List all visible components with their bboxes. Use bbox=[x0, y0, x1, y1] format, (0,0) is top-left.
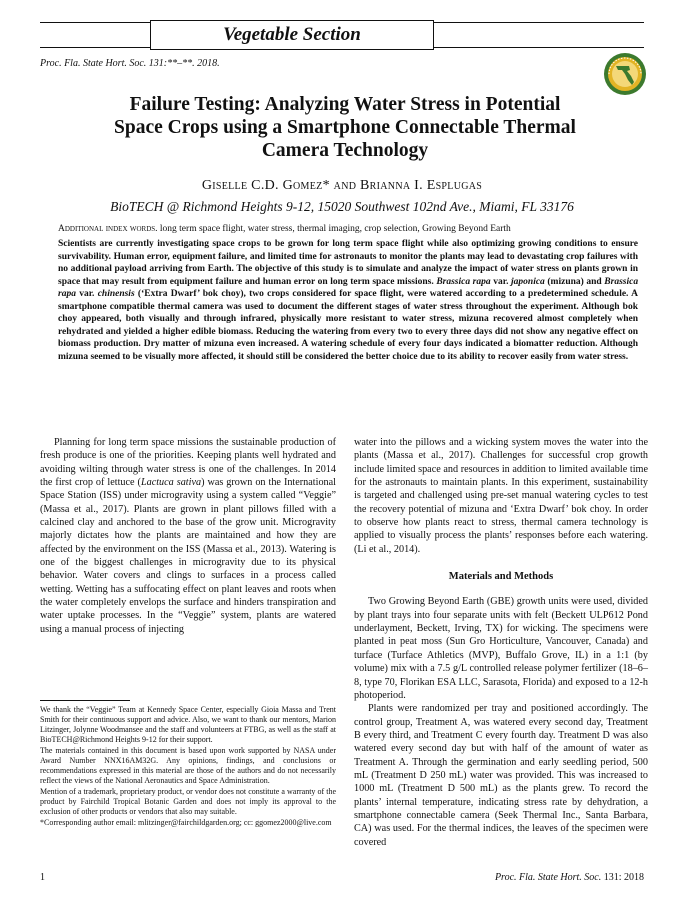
footnote-disclaimer: Mention of a trademark, proprietary product, or vendor does not constitute a warranty of the product by Fairchild Tropical Botanic Garden and does not imply its approval to the exclusion of other products or vendors that also may suitable. bbox=[40, 787, 336, 816]
right-column bbox=[354, 436, 648, 849]
body-paragraph: Plants were randomized per tray and positioned accordingly. The control group, Treatment A, was watered every second day, Treatment B every third, and Treatment C every fourth day. Treatment D was also watered every second day but with half of the amount of water as Treatment A. Through the germination and early seedling period, 500 mL (Treatment D 250 mL) water was provided. This was increased to 1000 mL (Treatment D 500 mL) as the plants grew. To record the plants’ internal temperature, indicating stress rate by dehydration, a smartphone connectable camera (Seek Thermal Inc., Santa Barbara, CA) was used. For the thermal indices, the leaves of the specimen were covered bbox=[354, 703, 648, 848]
journal-reference: Proc. Fla. State Hort. Soc. 131:**–**. 2018. bbox=[40, 58, 220, 69]
title-line: Camera Technology bbox=[261, 140, 429, 161]
body-paragraph: Two Growing Beyond Earth (GBE) growth units were used, divided by plant trays into four separate units with felt (Beckett ULP612 Pond underlayment, Beckett, Irving, TX) for wicking. The specimens were planted in peat moss (Sun Gro Horticulture, Vancouver, Canada) and turface (Turface Athletics (MVP), Buffalo Grove, IL) in a 1:1 (by volume) mix with a 7.5 g/L controlled release polymer fertilizer (18–6–8, type 70, Florikan ESA LLC, Sarasota, Florida) and exposed to a 12-h photoperiod. bbox=[354, 596, 648, 701]
society-logo-icon bbox=[603, 52, 647, 96]
body-paragraph: water into the pillows and a wicking system moves the water into the plants (Massa et al., 2017). Challenges for successful crop growth include limited space and resources in addition to limited available time for the astronauts to maintain plants. In this experiment, sustainability is targeted and challenged using pre-set manual watering cycles to test the recovery potential of mizuna and ‘Extra Dwarf’ bok choy. In order to observe how plants react to stress, thermal camera technology is applied to visually process the plants’ responses before each watering. (Li et al., 2014). bbox=[354, 437, 648, 555]
affiliation: BioTECH @ Richmond Heights 9-12, 15020 Southwest 102nd Ave., Miami, FL 33176 bbox=[110, 199, 574, 214]
section-heading: Materials and Methods bbox=[448, 571, 554, 583]
species-name: Lactuca sativa bbox=[140, 477, 202, 489]
title-line: Space Crops using a Smartphone Connectable Thermal bbox=[114, 117, 576, 138]
body-paragraph: Planning for long term space missions the sustainable production of fresh produce is one of the priorities. Keeping plants well hydrated and avoiding wilting through water stress is one of the challenges. In 2014 the first crop of lettuce (Lactuca sativa) was grown on the International Space Station (ISS) under microgravity using a system called “Veggie” (Massa et al., 2017). Plants are grown in plant pillows filled with a calcined clay and anchored to the base of the grow unit. Microgravity majorly dictates how the plants are maintained and how they are affected by the environment on the ISS (Massa et al., 2013). Watering is one of the biggest challenges in microgravity due to its physical behavior. Water covers and clings to surfaces in a process called wetting. Wetting has a suffocating effect on plant leaves and roots when the water completely envelops the surface and hinders transpiration and water uptake processes. In the “Veggie” system, plants are watered using a manual process of injecting bbox=[40, 437, 336, 635]
abstract-text: (mizuna) and bbox=[547, 276, 602, 287]
footnote-acknowledgment: We thank the “Veggie” Team at Kennedy Space Center, especially Gioia Massa and Trent Smith for their continuous support and advice. Also, we want to thank our mentors, Marion Litzinger, Jolynne Woodmansee and the staff and volunteers at FTBG, as well as the staff at BioTECH@Richmond Heights 9-12 for their support. bbox=[40, 705, 336, 744]
abstract bbox=[58, 238, 638, 363]
keywords-label: Additional index words. bbox=[58, 224, 158, 234]
variety-name: japonica bbox=[511, 276, 545, 287]
author-list: Giselle C.D. Gomez* and Brianna I. Esplugas bbox=[201, 178, 483, 193]
abstract-text: var. bbox=[79, 289, 95, 299]
keywords-list: long term space flight, water stress, thermal imaging, crop selection, Growing Beyond Earth bbox=[159, 224, 511, 234]
footnotes bbox=[40, 705, 336, 829]
left-column bbox=[40, 436, 336, 636]
article-title bbox=[60, 93, 630, 162]
species-name: Brassica rapa bbox=[436, 276, 491, 287]
variety-name: chinensis bbox=[97, 289, 135, 299]
journal-abbrev: Proc. Fla. State Hort. Soc. bbox=[494, 872, 602, 883]
keywords bbox=[58, 224, 638, 234]
species-name: Brassica rapa bbox=[58, 276, 639, 299]
footnote-corresponding-author: *Corresponding author email: mlitzinger@fairchildgarden.org; cc: ggomez2000@live.com bbox=[40, 818, 332, 827]
section-title: Vegetable Section bbox=[150, 20, 434, 50]
footnote-funding: The materials contained in this document is based upon work supported by NASA under Award Number NNX16AM32G. Any opinions, findings, and conclusions or recommendations expressed in this material are those of the authors and do not necessarily reflect the views of the National Aeronautics and Space Administration. bbox=[40, 746, 336, 785]
footnote-divider bbox=[40, 700, 130, 701]
title-line: Failure Testing: Analyzing Water Stress in Potential bbox=[129, 94, 561, 115]
section-banner bbox=[40, 22, 644, 48]
abstract-text: (‘Extra Dwarf’ bok choy), two crops considered for space flight, were watered according to a predetermined schedule. A smartphone compatible thermal camera was used to document the different stages of water stress throughout the experiment. Although bok choy appeared, both visually and through infrared, physically more resistant to water stress, mizuna recovered almost completely when rehydrated and yielded a higher edible biomass. Reducing the watering from every two to every three days did not show any negative effect on biomass production. Dry matter of mizuna even increased. A watering schedule of every four days indicated a biomatter reduction. Although mizuna seemed to be visually more affected, it should still be considered the better choice due to its ability to recover easily from water stress. bbox=[58, 289, 639, 362]
volume-year: 131: 2018 bbox=[603, 872, 644, 883]
abstract-text: var. bbox=[493, 276, 509, 287]
abstract-text: Scientists are currently investigating space crops to be grown for long term space flight while also optimizing growing conditions to ensure survivability. Human error, equipment failure, and limited time for astronauts to monitor the plants may lead to devastating crop failures with no additional payload arriving from Earth. The objective of this study is to simulate and analyze the impact of water stress on plants grown in space that may result from equipment failure and human error on long term space missions. bbox=[58, 239, 638, 287]
running-footer bbox=[495, 872, 644, 883]
page-number: 1 bbox=[40, 872, 45, 883]
